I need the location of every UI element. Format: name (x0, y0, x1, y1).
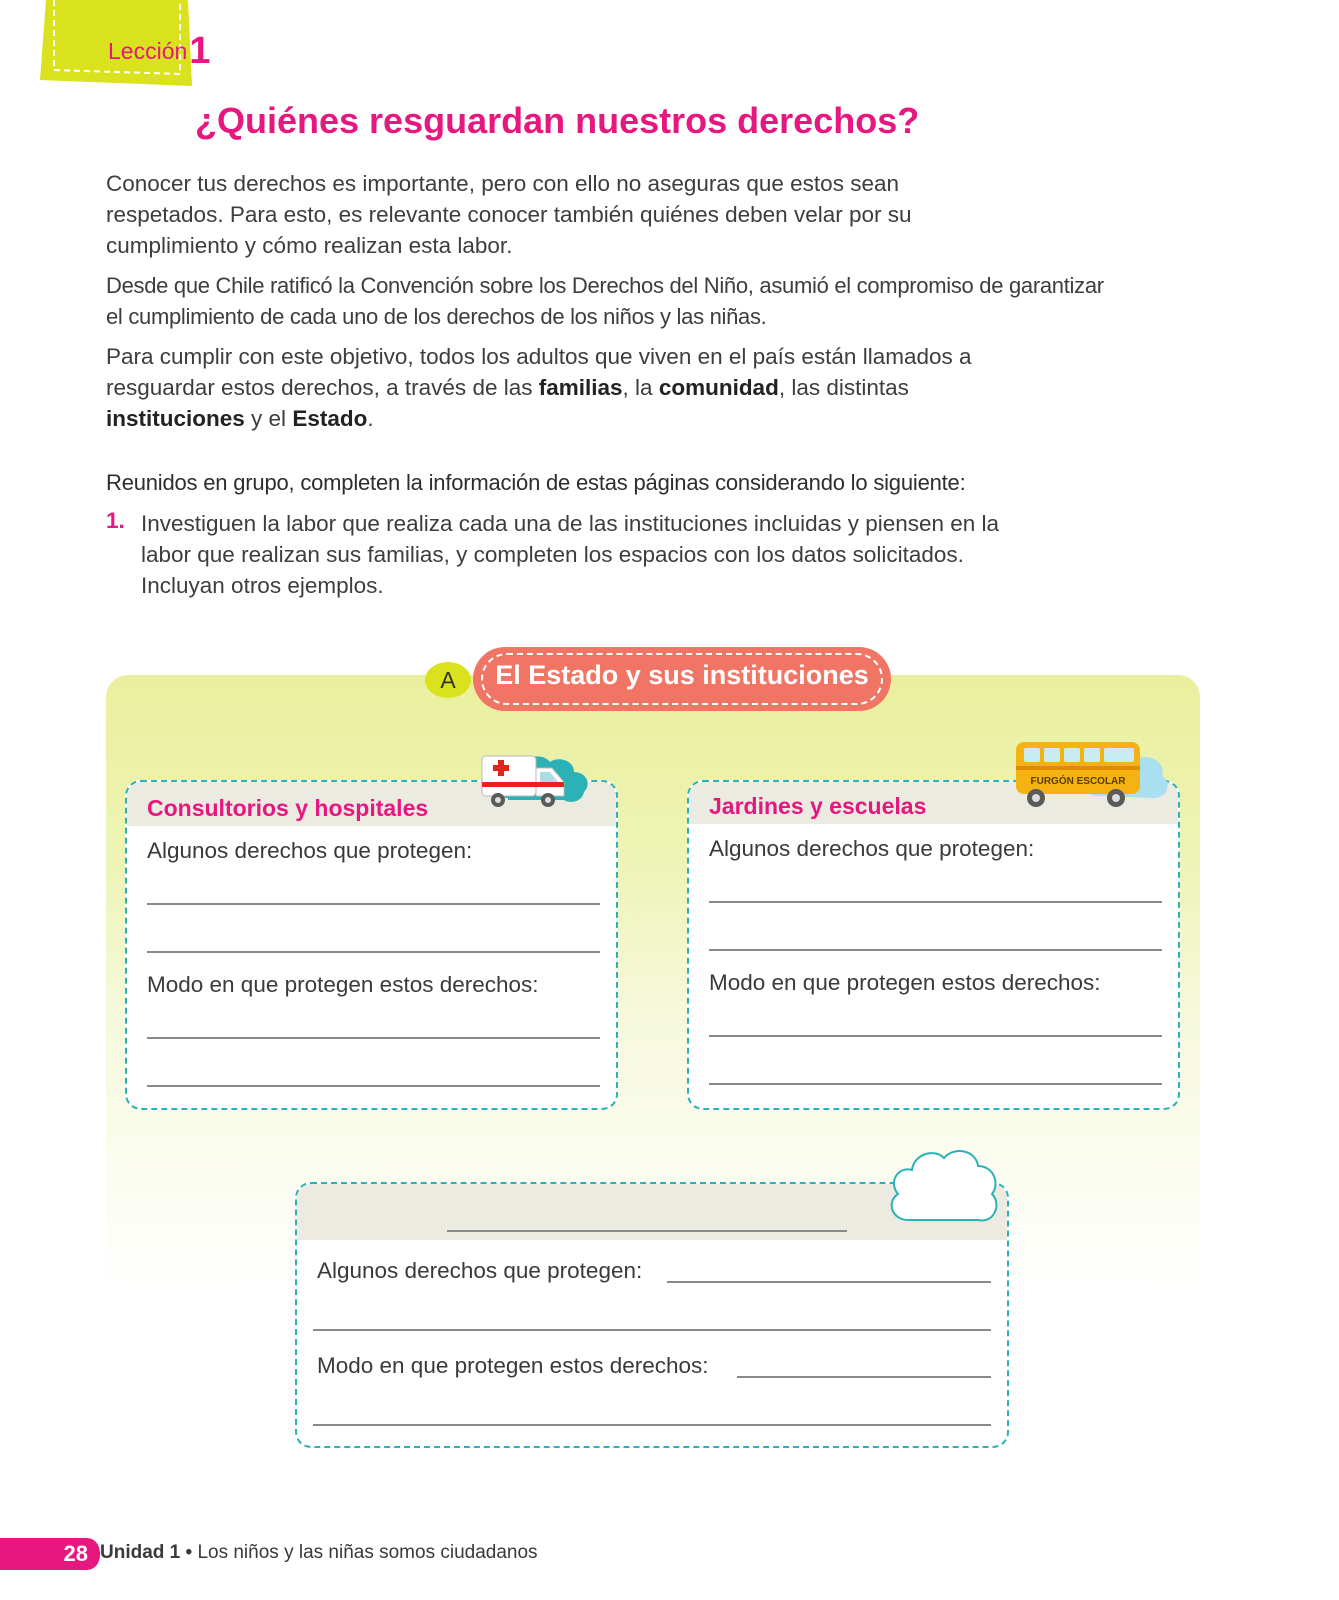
answer-line[interactable] (667, 1281, 991, 1283)
mode-label: Modo en que protegen estos derechos: (709, 970, 1101, 995)
card-jardines (687, 780, 1180, 1110)
ambulance-icon (478, 738, 602, 818)
bus-label: FURGÓN ESCOLAR (1030, 776, 1126, 787)
card-title: Jardines y escuelas (709, 793, 927, 819)
institution-name-line[interactable] (447, 1230, 847, 1232)
rights-label: Algunos derechos que protegen: (317, 1258, 643, 1283)
rights-label: Algunos derechos que protegen: (147, 838, 473, 863)
answer-line[interactable] (313, 1329, 991, 1331)
card-consultorios (125, 780, 618, 1110)
answer-line[interactable] (737, 1376, 991, 1378)
section-badge: A (425, 662, 471, 698)
p3-text-c: , la (622, 375, 659, 400)
answer-line[interactable] (147, 1037, 600, 1039)
card-title: Consultorios y hospitales (147, 795, 429, 821)
answer-line[interactable] (147, 1085, 600, 1087)
section-header (473, 647, 891, 711)
p3-text-f: . (367, 406, 374, 431)
footer-subtitle: Los niños y las niñas somos ciudadanos (197, 1542, 538, 1563)
footer-text (100, 1542, 538, 1564)
step-number: 1. (106, 508, 125, 533)
school-bus-icon (1012, 722, 1172, 816)
lesson-number: 1 (189, 30, 211, 72)
lesson-label (108, 30, 210, 73)
intro-paragraph-2: Desde que Chile ratificó la Convención sobre los Derechos del Niño, asumió el compromiso de garantizar el cumplimiento de cada uno de los derechos de los niños y las niñas. (106, 273, 1104, 329)
intro-paragraph-1: Conocer tus derechos es importante, pero con ello no aseguras que estos sean respetados. Para esto, es relevante conocer también quiénes deben velar por su cumplimiento y cómo realizan esta labor. (106, 171, 912, 258)
p3-text-d: , las distintas (778, 375, 909, 400)
answer-line[interactable] (709, 901, 1162, 903)
lesson-tag (40, 0, 211, 86)
answer-line[interactable] (709, 949, 1162, 951)
rights-label: Algunos derechos que protegen: (709, 836, 1035, 861)
p3-bold-estado: Estado (292, 406, 368, 431)
p3-text-a: Para cumplir con este objetivo, todos los adultos que viven en el país están llamados a resguardar estos derechos, a través de las (106, 344, 972, 400)
section-title: El Estado y sus instituciones (495, 660, 869, 690)
answer-line[interactable] (709, 1083, 1162, 1085)
answer-line[interactable] (709, 1035, 1162, 1037)
p3-bold-comunidad: comunidad (658, 375, 779, 400)
step-text: Investiguen la labor que realiza cada una de las instituciones incluidas y piensen en la labor que realizan sus familias, y completen los espacios con los datos solicitados. Incluyan otros ejemplos. (141, 511, 1000, 598)
page-number: 28 (63, 1541, 88, 1566)
empty-cloud-icon (882, 1136, 1002, 1232)
answer-line[interactable] (313, 1424, 991, 1426)
mode-label: Modo en que protegen estos derechos: (317, 1353, 709, 1378)
answer-line[interactable] (147, 951, 600, 953)
instructions-lead: Reunidos en grupo, completen la información de estas páginas considerando lo siguiente: (106, 470, 966, 495)
p3-bold-instituciones: instituciones (106, 406, 245, 431)
footer-bullet: • (185, 1542, 193, 1563)
page-title: ¿Quiénes resguardan nuestros derechos? (195, 100, 920, 141)
lesson-word: Lección (108, 38, 188, 64)
mode-label: Modo en que protegen estos derechos: (147, 972, 539, 997)
p3-text-e: y el (244, 406, 293, 431)
intro-paragraph-3 (106, 341, 1006, 434)
answer-line[interactable] (147, 903, 600, 905)
p3-bold-familias: familias (538, 375, 623, 400)
footer-unit: Unidad 1 (100, 1542, 181, 1563)
